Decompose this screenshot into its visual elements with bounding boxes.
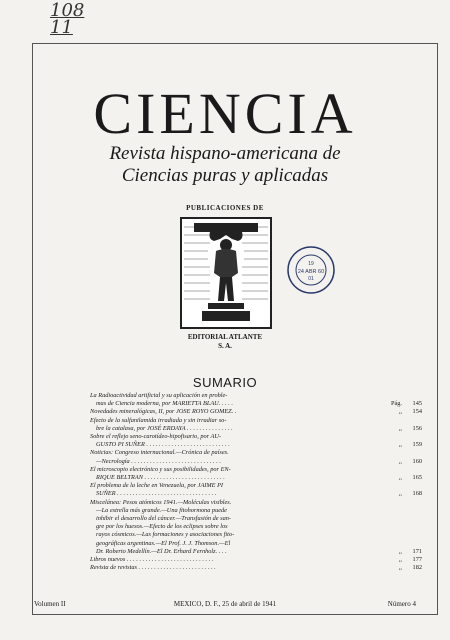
toc-page-number: 171 [412, 547, 422, 555]
toc-entry-text: RIQUE BELTRAN . . . . . . . . . . . . . . . . . . . . . . . . . . [96, 474, 225, 482]
footer-number: Número 4 [387, 600, 416, 608]
toc-page-number: 156 [412, 424, 422, 432]
toc-page-number: 165 [412, 474, 422, 482]
toc-page-number: 160 [412, 457, 422, 465]
sumario-heading: SUMARIO [192, 375, 258, 390]
footer-date: MEXICO, D. F., 25 de abril de 1941 [173, 600, 277, 608]
stamp-date-line-3: 01 [308, 276, 314, 282]
toc-page-mark: Pág. [390, 400, 402, 408]
toc-page-mark: ,, [398, 457, 402, 465]
table-of-contents [90, 392, 422, 572]
toc-page-number: 177 [412, 556, 422, 564]
toc-entry [90, 564, 422, 572]
atlas-logo-icon [180, 217, 272, 329]
toc-entry [90, 417, 422, 433]
toc-entry-text: —Necrología . . . . . . . . . . . . . . . . . . . . . . . . . . . . . [96, 457, 222, 465]
toc-entry [90, 433, 422, 449]
footer-volume: Volumen II [34, 600, 66, 608]
toc-page-number: 145 [412, 400, 422, 408]
toc-entry [90, 408, 422, 416]
toc-entry-text: —La estrella más grande.—Una fitohormona puede [96, 506, 227, 514]
toc-entry [90, 392, 422, 408]
toc-page-mark: ,, [398, 424, 402, 432]
toc-entry-text: Noticias: Congreso internacional.—Crónica de países. [90, 449, 229, 457]
toc-entry [90, 466, 422, 482]
annotation-line-2: 11 [50, 17, 73, 38]
journal-subtitle [0, 143, 450, 187]
toc-entry-text: Efecto de la sulfanilamida irradiada y sin irradiar so- [90, 416, 227, 424]
toc-entry-text: El microscopio electrónico y sus posibilidades, por EN- [90, 465, 231, 473]
toc-page-number: 154 [412, 408, 422, 416]
toc-entry-text: La Radioactividad artificial y su aplicación en proble- [90, 392, 228, 399]
handwritten-annotation [50, 2, 84, 36]
toc-entry-text: bre la catalasa, por JOSÉ ERDAYA . . . . . . . . . . . . . . . [96, 424, 233, 432]
toc-entry-text: geográficas argentinas.—El Prof. J. J. Thomson.—El [96, 539, 231, 547]
toc-entry-text: SUÑER . . . . . . . . . . . . . . . . . . . . . . . . . . . . . . . . [96, 490, 217, 498]
toc-entry [90, 499, 422, 556]
toc-page-mark: ,, [398, 408, 402, 416]
toc-entry-text: rayos cósmicos.—Las formaciones y asociaciones fito- [96, 531, 235, 539]
toc-page-mark: ,, [398, 556, 402, 564]
annotation-line-1: 108 [50, 0, 85, 21]
toc-entry [90, 556, 422, 564]
toc-page-number: 168 [412, 490, 422, 498]
toc-entry-text: Miscelánea: Pesos atómicos 1941.—Moléculas visibles. [90, 498, 232, 506]
stamp-date-line-1: 19 [308, 261, 314, 267]
toc-page-mark: ,, [398, 441, 402, 449]
toc-entry-text: inhibir el desarrollo del cáncer.—Transfusión de san- [96, 515, 231, 523]
toc-page-mark: ,, [398, 564, 402, 572]
toc-page-mark: ,, [398, 474, 402, 482]
toc-entry-text: Novedades mineralógicas, II, por JOSE ROYO GOMEZ. . [90, 408, 237, 416]
editorial-line-2: S. A. [218, 342, 232, 350]
toc-page-mark: ,, [398, 490, 402, 498]
toc-entry-text: Dr. Roberto Medellín.—El Dr. Erhard Fernholz. . . . [96, 547, 227, 555]
toc-entry [90, 449, 422, 465]
publisher-name [0, 333, 450, 351]
toc-entry-text: gre por los huesos.—Efecto de los eclipses sobre los [96, 523, 228, 531]
toc-entry-text: Libros nuevos . . . . . . . . . . . . . . . . . . . . . . . . . . . . [90, 556, 214, 564]
publicaciones-label: PUBLICACIONES DE [186, 204, 264, 212]
subtitle-line-2: Ciencias puras y aplicadas [121, 165, 329, 186]
toc-page-number: 182 [412, 564, 422, 572]
journal-title: CIENCIA [93, 81, 357, 146]
toc-entry-text: GUSTO PI SUÑER . . . . . . . . . . . . . . . . . . . . . . . . . . . [96, 441, 230, 449]
toc-entry-text: El problema de la leche en Venezuela, por JAIME PI [90, 482, 224, 490]
editorial-line-1: EDITORIAL ATLANTE [187, 333, 263, 341]
toc-page-number: 159 [412, 441, 422, 449]
toc-entry [90, 482, 422, 498]
toc-entry-text: mas de Ciencia moderna, por MARIETTA BLAU. . . . . [96, 400, 233, 408]
toc-page-mark: ,, [398, 547, 402, 555]
subtitle-line-1: Revista hispano-americana de [109, 143, 341, 164]
toc-entry-text: Revista de revistas . . . . . . . . . . . . . . . . . . . . . . . . . [90, 564, 216, 572]
toc-entry-text: Sobre el reflejo seno-carotídeo-hipofisario, por AU- [90, 433, 222, 441]
library-stamp-icon [286, 245, 336, 295]
stamp-date-line-2: 24 ABR 60 [297, 269, 325, 275]
